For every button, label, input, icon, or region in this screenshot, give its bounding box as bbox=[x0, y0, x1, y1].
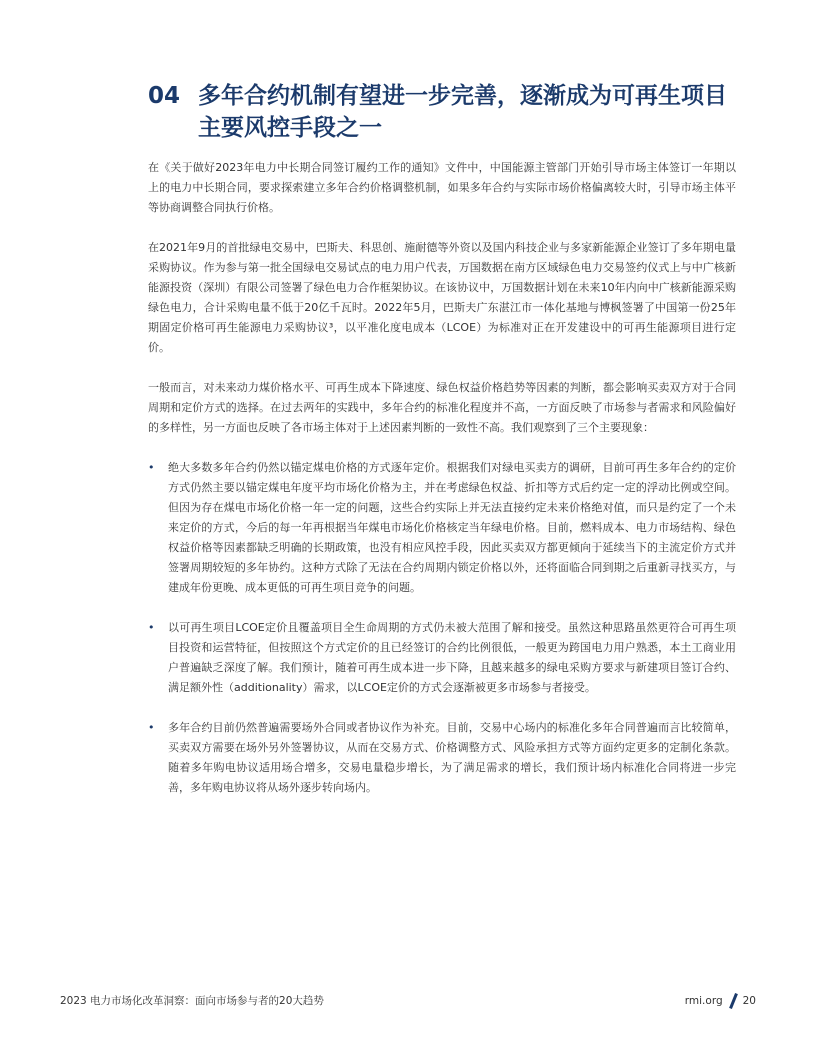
bullet-icon: • bbox=[148, 721, 155, 734]
list-item bbox=[148, 458, 736, 598]
section-number: 04 bbox=[148, 83, 181, 109]
page-footer bbox=[60, 993, 756, 1008]
bullet-icon: • bbox=[148, 461, 155, 474]
section-heading bbox=[148, 80, 748, 144]
footer-right bbox=[685, 994, 756, 1008]
bullet-icon: • bbox=[148, 621, 155, 634]
observation-list bbox=[148, 458, 736, 798]
paragraph-2: 在2021年9月的首批绿电交易中，巴斯夫、科思创、施耐德等外资以及国内科技企业与多家新能源企业签订了多年期电量采购协议。作为参与第一批全国绿电交易试点的电力用户代表，万国数据在南方区域绿色电力交易签约仪式上与中广核新能源投资（深圳）有限公司签署了绿色电力合作框架协议。在该协议中，万国数据计划在未来10年内向中广核新能源采购绿色电力，合计采购电量不低于20亿千瓦时。2022年5月，巴斯夫广东湛江市一体化基地与博枫签署了中国第一份25年期固定价格可再生能源电力采购协议³，以平准化度电成本（LCOE）为标准对正在开发建设中的可再生能源项目进行定价。 bbox=[148, 241, 736, 354]
list-item bbox=[148, 618, 736, 698]
section-title: 多年合约机制有望进一步完善，逐渐成为可再生项目主要风控手段之一 bbox=[198, 83, 727, 141]
slash-icon bbox=[727, 994, 739, 1008]
footer-site-link[interactable]: rmi.org bbox=[684, 994, 723, 1007]
list-item-text: 以可再生项目LCOE定价且覆盖项目全生命周期的方式仍未被大范围了解和接受。虽然这种思路虽然更符合可再生项目投资和运营特征，但按照这个方式定价的且已经签订的合约比例很低，一般更为跨国电力用户熟悉，本土工商业用户普遍缺乏深度了解。我们预计，随着可再生成本进一步下降，且越来越多的绿电采购方要求与新建项目签订合约、满足额外性（additionality）需求，以LCOE定价的方式会逐渐被更多市场参与者接受。 bbox=[168, 621, 736, 694]
list-item-text: 绝大多数多年合约仍然以锚定煤电价格的方式逐年定价。根据我们对绿电买卖方的调研，目前可再生多年合约的定价方式仍然主要以锚定煤电年度平均市场化价格为主，并在考虑绿色权益、折扣等方式后约定一定的浮动比例或空间。但因为存在煤电市场化价格一年一定的问题，这些合约实际上并无法直接约定未来价格绝对值，而只是约定了一个未来定价的方式，今后的每一年再根据当年煤电市场化价格核定当年绿电价格。目前，燃料成本、电力市场结构、绿色权益价格等因素都缺乏明确的长期政策，也没有相应风控手段，因此买卖双方都更倾向于延续当下的主流定价方式并签署周期较短的多年协约。这种方式除了无法在合约周期内锁定价格以外，还将面临合同到期之后重新寻找买方，与建成年份更晚、成本更低的可再生项目竞争的问题。 bbox=[168, 461, 736, 594]
paragraph-1: 在《关于做好2023年电力中长期合同签订履约工作的通知》文件中，中国能源主管部门开始引导市场主体签订一年期以上的电力中长期合同，要求探索建立多年合约价格调整机制，如果多年合约与实际市场价格偏离较大时，引导市场主体平等协商调整合同执行价格。 bbox=[148, 161, 736, 214]
footer-report-title: 2023 电力市场化改革洞察：面向市场参与者的20大趋势 bbox=[60, 995, 324, 1007]
body-content bbox=[148, 158, 736, 818]
list-item bbox=[148, 718, 736, 798]
list-item-text: 多年合约目前仍然普遍需要场外合同或者协议作为补充。目前，交易中心场内的标准化多年合同普遍而言比较简单，买卖双方需要在场外另外签署协议，从而在交易方式、价格调整方式、风险承担方式等方面约定更多的定制化条款。随着多年购电协议适用场合增多，交易电量稳步增长，为了满足需求的增长，我们预计场内标准化合同将进一步完善，多年购电协议将从场外逐步转向场内。 bbox=[168, 721, 736, 794]
page-number: 20 bbox=[742, 994, 756, 1007]
paragraph-3: 一般而言，对未来动力煤价格水平、可再生成本下降速度、绿色权益价格趋势等因素的判断，都会影响买卖双方对于合同周期和定价方式的选择。在过去两年的实践中，多年合约的标准化程度并不高，一方面反映了市场参与者需求和风险偏好的多样性，另一方面也反映了各市场主体对于上述因素判断的一致性不高。我们观察到了三个主要现象： bbox=[148, 381, 736, 434]
